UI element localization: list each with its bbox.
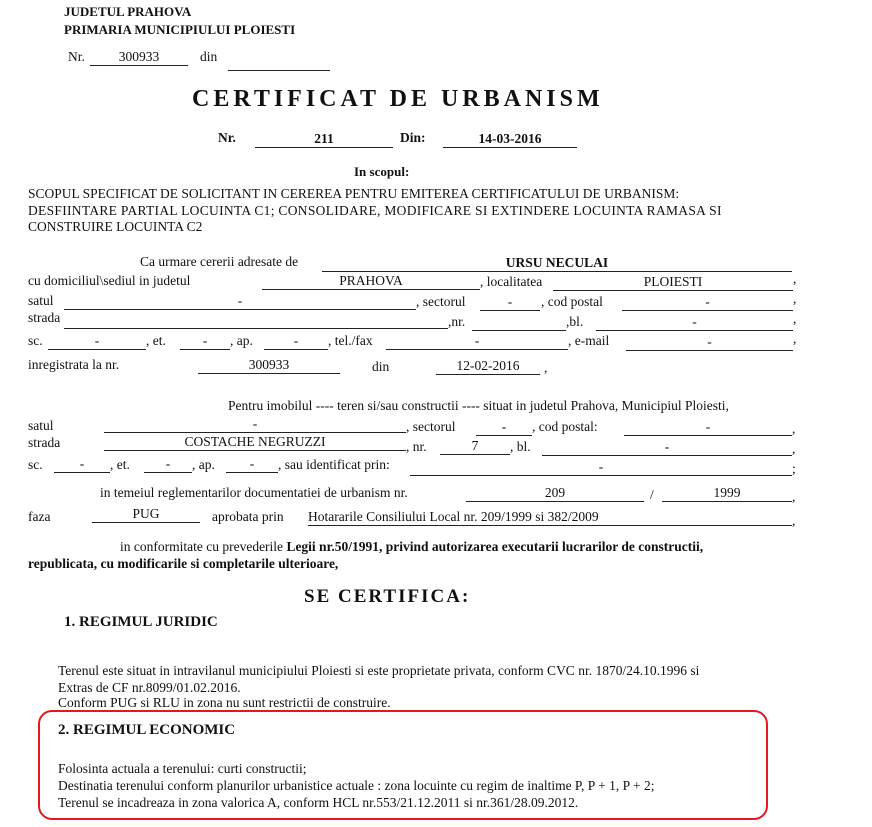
property-postal-label: , cod postal: [532,419,598,434]
urbanism-doc-nr: 209 [466,484,644,502]
applicant-email: - [626,333,793,351]
county-header: JUDETUL PRAHOVA [64,4,192,19]
applicant-intro: Ca urmare cererii adresate de [140,254,299,269]
property-intro: Pentru imobilul ---- teren si/sau constructii ---- situat in judetul Prahova, Municipiul Ploiesti, [228,398,729,413]
applicant-name: URSU NECULAI [322,254,792,272]
locality-label: , localitatea [480,274,543,289]
property-bl: - [542,438,792,456]
section-2-paragraph-1: Folosinta actuala a terenului: curti constructii; [58,761,307,776]
comma: , [793,311,797,326]
registration-date: 12-02-2016 [436,357,540,375]
phase-value: PUG [92,505,200,523]
applicant-bl: - [596,313,793,331]
section-1-heading: 1. REGIMUL JURIDIC [64,614,218,630]
urbanism-doc-year: 1999 [662,484,792,502]
postal-label: , cod postal [541,294,603,309]
applicant-postal: - [622,293,793,311]
section-2-heading: 2. REGIMUL ECONOMIC [58,722,236,738]
applicant-village: - [64,292,416,310]
sector-label: , sectorul [416,294,466,309]
conformity-law: Legii nr.50/1991, privind autorizarea executarii lucrarilor de constructii, [286,539,704,554]
registration-nr: 300933 [198,356,340,374]
ap-label: , ap. [230,333,253,348]
cert-nr-label: Nr. [218,130,236,145]
bl-label: ,bl. [566,314,584,329]
section-2-paragraph-3: Terenul se incadreaza in zona valorica A, conform HCL nr.553/21.12.2011 si nr.361/28.09.2012. [58,795,579,810]
city-hall-header: PRIMARIA MUNICIPIULUI PLOIESTI [64,22,296,37]
property-sc: - [54,455,110,473]
street-label: strada [28,310,61,325]
et-label: , et. [146,333,166,348]
cert-nr-value: 211 [255,130,393,148]
email-label: , e-mail [568,333,610,348]
domicile-locality: PLOIESTI [553,273,793,291]
scope-label: In scopul: [354,164,410,179]
conformity-line-1 [120,538,703,555]
property-ident: - [410,458,792,476]
village-label: satul [28,293,54,308]
approved-value: Hotararile Consiliului Local nr. 209/1999 si 382/2009 [308,508,792,526]
section-1-paragraph-2: Extras de CF nr.8099/01.02.2016. [58,680,241,695]
property-bl-label: , bl. [510,439,531,454]
property-village: - [104,415,406,433]
domicile-county: PRAHOVA [262,272,480,290]
cert-date-value: 14-03-2016 [443,130,577,148]
header-nr-value: 300933 [90,48,188,66]
approved-label: aprobata prin [212,509,284,524]
section-2-paragraph-2: Destinatia terenului conform planurilor urbanistice actuale : zona locuinte cu regim de inaltime P, P + 1, P + 2; [58,778,655,793]
phase-label: faza [28,509,51,524]
comma: , [793,271,797,286]
property-postal: - [624,418,792,436]
header-nr-label: Nr. [68,49,85,64]
property-ap-label: , ap. [192,457,215,472]
property-sc-label: sc. [28,457,43,472]
document-title: CERTIFICAT DE URBANISM [192,86,604,112]
registration-din-label: din [372,359,390,374]
property-sector: - [476,418,532,436]
conformity-prefix: in conformitate cu prevederile [120,539,287,554]
property-et-label: , et. [110,457,130,472]
comma: , [793,331,797,346]
property-ap: - [226,455,278,473]
certifies-heading: SE CERTIFICA: [304,586,471,607]
scope-line-1: SCOPUL SPECIFICAT DE SOLICITANT IN CEREREA PENTRU EMITEREA CERTIFICATULUI DE URBANISM: [28,186,680,201]
comma: , [544,360,548,375]
cert-din-label: Din: [400,130,426,145]
applicant-sc: - [48,332,146,350]
header-din-value [228,53,330,71]
scope-line-2: DESFIINTARE PARTIAL LOCUINTA C1; CONSOLIDARE, MODIFICARE SI EXTINDERE LOCUINTA RAMASA SI [28,203,722,218]
applicant-et: - [180,332,230,350]
basis-label: in temeiul reglementarilor documentatiei de urbanism nr. [100,485,408,500]
property-nr: 7 [440,437,510,455]
registration-label: inregistrata la nr. [28,357,120,372]
property-street-label: strada [28,435,61,450]
slash: / [650,487,654,502]
applicant-ap: - [264,332,328,350]
applicant-street [64,311,448,329]
property-sector-label: , sectorul [406,419,456,434]
comma: , [793,291,797,306]
sc-label: sc. [28,333,43,348]
section-1-paragraph-3: Conform PUG si RLU in zona nu sunt restrictii de construire. [58,695,391,710]
street-nr-label: ,nr. [448,314,466,329]
scope-line-3: CONSTRUIRE LOCUINTA C2 [28,219,203,234]
property-et: - [144,455,192,473]
applicant-sector: - [480,293,540,311]
header-din-label: din [200,49,218,64]
comma: , [792,513,796,528]
conformity-line-2: republicata, cu modificarile si completarile ulterioare, [28,556,339,571]
comma: , [792,441,796,456]
property-village-label: satul [28,418,54,433]
section-1-paragraph-1: Terenul este situat in intravilanul municipiului Ploiesti si este proprietate privata, conform CVC nr. 1870/24.10.1996 si [58,663,700,678]
property-ident-label: , sau identificat prin: [278,457,390,472]
property-nr-label: , nr. [406,439,427,454]
comma: , [792,421,796,436]
applicant-street-nr [472,313,566,331]
comma: , [792,489,796,504]
applicant-tel: - [386,332,568,350]
property-street: COSTACHE NEGRUZZI [104,433,406,451]
tel-label: , tel./fax [328,333,373,348]
semicolon: ; [792,461,796,476]
domicile-label: cu domiciliul\sediul in judetul [28,273,191,288]
